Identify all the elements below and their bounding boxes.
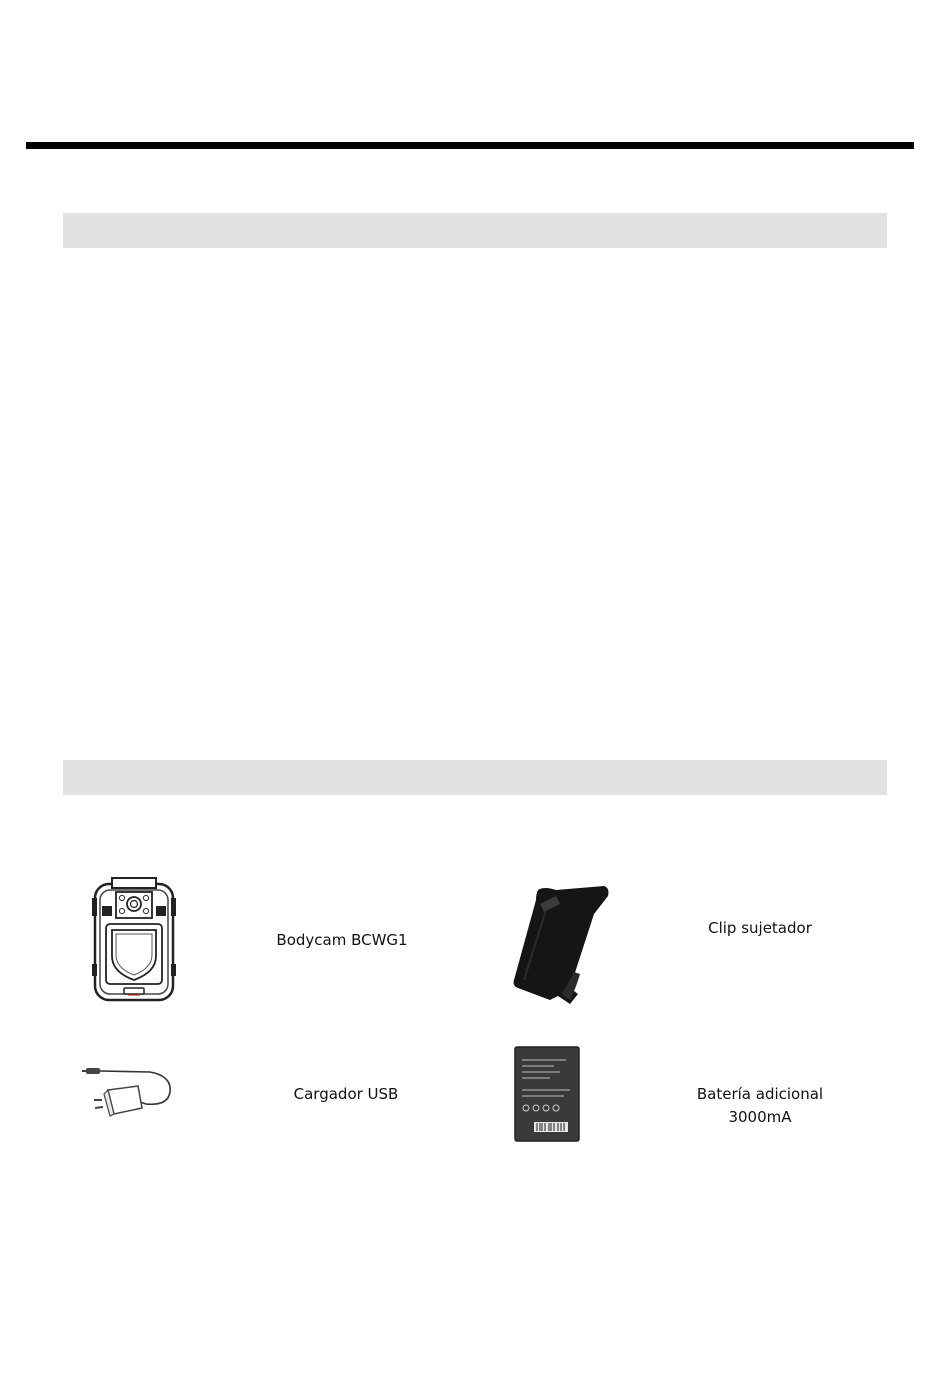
battery-icon (514, 1046, 580, 1142)
bodycam-image (90, 876, 178, 1004)
clip-label: Clip sujetador (708, 919, 812, 937)
clip-icon (500, 884, 616, 1008)
battery-label (680, 1083, 840, 1129)
usb-charger-icon (80, 1058, 180, 1124)
bodycam-icon (90, 876, 178, 1004)
battery-image (514, 1046, 580, 1142)
usb-charger-image (80, 1058, 180, 1124)
battery-label-line1: Batería adicional (696, 1085, 824, 1103)
battery-label-line2: 3000mA (728, 1108, 792, 1126)
clip-image (500, 884, 616, 1008)
package-contents-header-band (63, 760, 887, 795)
top-rule (26, 142, 914, 149)
section-header-band (63, 213, 887, 248)
bodycam-label: Bodycam BCWG1 (276, 931, 408, 949)
usb-charger-label: Cargador USB (293, 1085, 399, 1103)
